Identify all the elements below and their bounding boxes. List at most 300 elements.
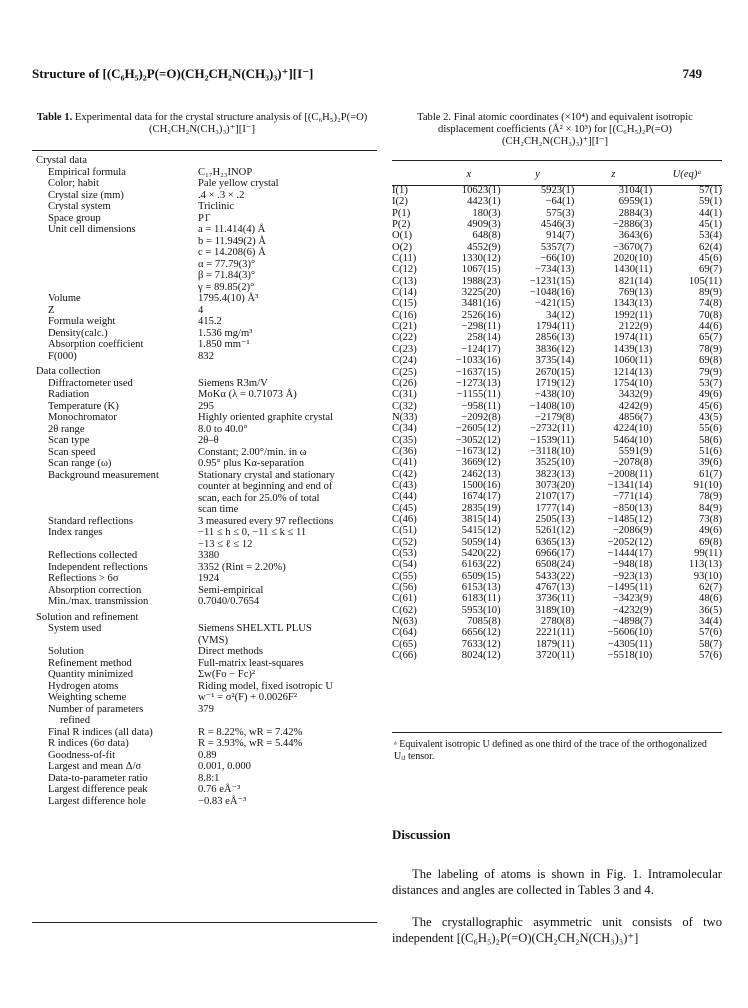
- coord-x: 4552(9): [467, 241, 501, 253]
- table1-value: 832: [198, 350, 214, 362]
- coord-x: −1033(16): [455, 355, 501, 367]
- coord-z: 821(14): [618, 275, 653, 287]
- table2-row: [392, 298, 722, 309]
- atom-label: C(52): [392, 536, 417, 548]
- coord-x: 6656(12): [461, 627, 501, 639]
- coord-z: 2020(10): [613, 253, 653, 265]
- table1-top-rule: [32, 150, 377, 151]
- coord-x: 1674(17): [461, 491, 501, 503]
- table1-value: Siemens R3m/V: [198, 377, 268, 389]
- coord-y: 5357(7): [540, 241, 575, 253]
- table1-key: Largest difference hole: [48, 795, 146, 807]
- coord-y: 3735(14): [535, 355, 575, 367]
- table1-value: 1795.4(10) Å³: [198, 293, 259, 304]
- u-eq: 69(8): [699, 355, 722, 367]
- coord-x: −1637(15): [455, 366, 501, 378]
- atom-label: C(51): [392, 525, 417, 537]
- coord-y: −64(1): [545, 196, 575, 208]
- table1-key: [36, 270, 198, 282]
- table1-section-heading: [36, 366, 381, 378]
- table1-row: [36, 750, 381, 762]
- table1-key: F(000): [48, 350, 77, 362]
- coord-x: 10623(1): [461, 185, 501, 196]
- u-eq: 44(1): [699, 207, 722, 219]
- table1-key: Number of parameters: [48, 703, 144, 715]
- atom-label: C(42): [392, 468, 417, 480]
- table2-header-x: x: [466, 168, 472, 180]
- table1-value: (VMS): [198, 634, 229, 646]
- coord-z: −4305(11): [607, 638, 653, 650]
- u-eq: 70(8): [699, 309, 722, 321]
- table1-row: [36, 435, 381, 447]
- table2-row: [392, 423, 722, 434]
- table2-row: [392, 616, 722, 627]
- coord-z: −2008(11): [607, 468, 653, 480]
- atom-label: C(65): [392, 638, 417, 650]
- table1-key: [36, 539, 198, 551]
- atom-label: C(61): [392, 593, 417, 605]
- table2-row: [392, 469, 722, 480]
- atom-label: N(33): [392, 411, 418, 423]
- u-eq: 105(11): [688, 275, 722, 287]
- u-eq: 34(4): [699, 616, 722, 628]
- table1-key: [36, 635, 198, 647]
- table1-row: [36, 305, 381, 317]
- table1-key: [36, 504, 198, 516]
- table1-row: [36, 504, 381, 516]
- table1-key: Data collection: [36, 366, 101, 377]
- atom-label: C(32): [392, 400, 417, 412]
- table1-value: Full-matrix least-squares: [198, 657, 304, 669]
- table1-bottom-rule: [32, 922, 377, 923]
- table1-key: R indices (6σ data): [48, 738, 129, 749]
- atom-label: C(36): [392, 445, 417, 457]
- table1-key: refined: [60, 715, 90, 726]
- table2-caption: Table 2. Final atomic coordinates (×10⁴) and equivalent isotropic displacement coefficients (Å² × 10³) for [(C₆H₅)₂P(=O)(CH₂CH₂N(CH₃)₃)⁺][I⁻]: [417, 112, 693, 147]
- coord-y: 1879(11): [535, 638, 575, 650]
- coord-y: −1539(11): [529, 434, 575, 446]
- table1-row: [36, 224, 381, 236]
- coord-y: 2856(13): [535, 332, 575, 344]
- coord-z: −2052(12): [607, 536, 653, 548]
- table1-row: [36, 715, 381, 727]
- coord-z: −4898(7): [612, 616, 653, 628]
- table1-value: 0.76 eÅ⁻³: [198, 784, 241, 795]
- atom-label: C(55): [392, 570, 417, 582]
- table1-key: Crystal system: [48, 201, 111, 212]
- atom-label: C(34): [392, 423, 417, 435]
- atom-label: C(66): [392, 650, 417, 662]
- table2-row: [392, 242, 722, 253]
- coord-x: 1067(15): [461, 264, 501, 276]
- table2-row: [392, 548, 722, 559]
- table2-row: [392, 457, 722, 468]
- atom-label: C(64): [392, 627, 417, 639]
- u-eq: 91(10): [693, 479, 722, 491]
- discussion-paragraph-1: The labeling of atoms is shown in Fig. 1. Intramolecular distances and angles are collected in Tables 3 and 4.: [392, 867, 722, 897]
- table1-row: [36, 539, 381, 551]
- atom-label: C(11): [392, 253, 417, 265]
- table1-caption: [32, 112, 372, 136]
- coord-x: −1273(13): [455, 377, 501, 389]
- table1-row: [36, 516, 381, 528]
- coord-z: −850(13): [612, 502, 653, 514]
- table1-value: Pale yellow crystal: [198, 178, 279, 189]
- coord-y: −1231(15): [529, 275, 575, 287]
- coord-x: −2605(12): [455, 423, 501, 435]
- table1-value: [198, 715, 381, 727]
- table1-value: Semi-empirical: [198, 584, 264, 596]
- u-eq: 44(6): [699, 321, 722, 333]
- u-eq: 78(9): [699, 343, 722, 355]
- table1-value: 0.001, 0.000: [198, 761, 251, 772]
- table1-value: 4: [198, 304, 204, 316]
- coord-z: −1485(12): [607, 513, 653, 525]
- atom-label: O(1): [392, 230, 413, 242]
- coord-y: −66(10): [540, 253, 575, 265]
- table1-key: [36, 282, 198, 294]
- table1-value: [198, 612, 381, 624]
- table1-row: [36, 470, 381, 482]
- table1-value: γ = 89.85(2)°: [198, 281, 255, 293]
- atom-label: P(2): [392, 219, 411, 231]
- table2-row: [392, 355, 722, 366]
- table1-key: Standard reflections: [48, 515, 134, 527]
- table1-value: Direct methods: [198, 646, 264, 657]
- table2-row: [392, 559, 722, 570]
- table2-row: [392, 435, 722, 446]
- table1-value: Siemens SHELXTL PLUS: [198, 623, 312, 634]
- coord-y: 2221(11): [535, 627, 575, 639]
- table1-value: 379: [198, 703, 214, 715]
- table1-row: [36, 213, 381, 225]
- u-eq: 53(7): [699, 377, 722, 389]
- table1-value: 3380: [198, 550, 220, 561]
- table2-row: [392, 389, 722, 400]
- table1-row: [36, 596, 381, 608]
- table1-row: [36, 178, 381, 190]
- atom-label: C(31): [392, 389, 417, 401]
- coord-y: 1777(14): [535, 502, 575, 514]
- atom-label: C(56): [392, 582, 417, 594]
- table2-row: [392, 491, 722, 502]
- coord-z: −2086(9): [612, 525, 653, 537]
- u-eq: 57(1): [699, 185, 722, 196]
- coord-x: 3669(12): [461, 457, 501, 469]
- coord-z: −4232(9): [612, 604, 653, 616]
- table2-row: [392, 208, 722, 219]
- table2-row: [392, 571, 722, 582]
- table1-value: 1.850 mm⁻¹: [198, 339, 250, 350]
- table1-row: [36, 796, 381, 808]
- coord-x: 6509(15): [461, 570, 501, 582]
- coord-y: 3836(12): [535, 343, 575, 355]
- atom-label: N(63): [392, 616, 418, 628]
- table1-value: −0.83 eÅ⁻³: [198, 795, 247, 807]
- table2-bottom-rule: [392, 732, 722, 733]
- coord-x: 648(8): [472, 230, 501, 242]
- coord-y: −2732(11): [529, 423, 575, 435]
- table1-row: [36, 550, 381, 562]
- u-eq: 58(6): [699, 434, 722, 446]
- table1-key: [36, 493, 198, 505]
- table1-key: Reflections collected: [48, 550, 138, 561]
- table1-value: Highly oriented graphite crystal: [198, 412, 334, 423]
- coord-z: 2884(3): [618, 207, 653, 219]
- coord-x: 7633(12): [461, 638, 501, 650]
- table1-value: scan, each for 25.0% of total: [198, 492, 320, 504]
- table2-row: [392, 537, 722, 548]
- table2-row: [392, 412, 722, 423]
- coord-z: 1430(11): [613, 264, 653, 276]
- table2-body: [392, 163, 722, 661]
- coord-y: 6365(13): [535, 536, 575, 548]
- table1-row: [36, 424, 381, 436]
- table1-row: [36, 481, 381, 493]
- table1-row: [36, 493, 381, 505]
- table1-row: [36, 447, 381, 459]
- table2-header-z: z: [611, 168, 616, 180]
- table1-row: [36, 259, 381, 271]
- atom-label: C(15): [392, 298, 417, 310]
- coord-x: 258(14): [467, 332, 501, 344]
- table1-key: Largest and mean Δ/σ: [48, 761, 142, 772]
- coord-y: 3736(11): [535, 593, 575, 605]
- atom-label: C(13): [392, 275, 417, 287]
- table1-value: w⁻¹ = σ²(F) + 0.0026F²: [198, 692, 297, 703]
- table2-row: [392, 310, 722, 321]
- table1-value: 1.536 mg/m³: [198, 327, 253, 339]
- table1-value: 8.8:1: [198, 772, 220, 784]
- table1-key: Space group: [48, 212, 101, 224]
- table1-value: 415.2: [198, 316, 222, 327]
- table1-row: [36, 201, 381, 213]
- u-eq: 49(6): [699, 389, 722, 401]
- coord-z: 1214(13): [613, 366, 653, 378]
- table1-value: [198, 366, 381, 378]
- coord-x: 3815(14): [461, 513, 501, 525]
- table2-row: [392, 378, 722, 389]
- table1-value: 0.95° plus Kα-separation: [198, 458, 304, 469]
- table2-row: [392, 627, 722, 638]
- table2-header-y: y: [535, 168, 540, 180]
- table1-value: −13 ≤ ℓ ≤ 12: [198, 538, 253, 550]
- table2-row: [392, 480, 722, 491]
- coord-z: 6959(1): [618, 196, 653, 208]
- atom-label: C(24): [392, 355, 417, 367]
- table1-row: [36, 573, 381, 585]
- table1-key: Scan type: [48, 435, 90, 446]
- table1-key: Monochromator: [48, 412, 117, 423]
- u-eq: 113(13): [688, 559, 722, 571]
- coord-x: 7085(8): [467, 616, 501, 628]
- atom-label: C(41): [392, 457, 417, 469]
- table1-row: [36, 784, 381, 796]
- table1-row: [36, 389, 381, 401]
- coord-y: 3720(11): [535, 650, 575, 662]
- table2-row: [392, 582, 722, 593]
- u-eq: 39(6): [699, 457, 722, 469]
- coord-z: −948(18): [612, 559, 653, 571]
- table2-footnote: ᵃ Equivalent isotropic U defined as one third of the trace of the orthogonalized Uᵢⱼ tensor.: [394, 739, 707, 762]
- table1-value: a = 11.414(4) Å: [198, 224, 266, 235]
- table1-key: Volume: [48, 293, 81, 304]
- table1-value: .4 × .3 × .2: [198, 189, 245, 201]
- table1-row: [36, 351, 381, 363]
- u-eq: 69(7): [699, 264, 722, 276]
- coord-y: 2107(17): [535, 491, 575, 503]
- table1-row: [36, 738, 381, 750]
- table1-value: Σw(Fo − Fc)²: [198, 669, 256, 680]
- table2-row: [392, 593, 722, 604]
- atom-label: C(53): [392, 548, 417, 559]
- table1-key: [36, 481, 198, 493]
- coord-z: 1992(11): [613, 309, 653, 321]
- table1-value: scan time: [198, 504, 239, 515]
- table1-row: [36, 669, 381, 681]
- table1-key: Data-to-parameter ratio: [48, 772, 148, 784]
- coord-x: 5059(14): [461, 536, 501, 548]
- table1-key: Independent reflections: [48, 561, 148, 573]
- coord-z: 4242(9): [618, 400, 653, 412]
- table2-row: [392, 344, 722, 355]
- table1-row: [36, 412, 381, 424]
- coord-z: 5591(9): [618, 445, 653, 457]
- coord-z: −5518(10): [607, 650, 653, 662]
- table2-row: [392, 287, 722, 298]
- table1-caption-label: Table 1.: [36, 112, 73, 123]
- coord-z: 2122(9): [618, 321, 653, 333]
- table1-key: Empirical formula: [48, 166, 126, 178]
- table2-row: [392, 503, 722, 514]
- coord-y: 3525(10): [535, 457, 575, 469]
- coord-z: 1754(10): [613, 377, 653, 389]
- coord-y: 3073(20): [535, 479, 575, 491]
- table1-key: Solution and refinement: [36, 611, 139, 623]
- coord-y: 6966(17): [535, 548, 575, 559]
- atom-label: C(25): [392, 366, 417, 378]
- coord-x: 4909(3): [467, 219, 501, 231]
- table2-row: [392, 230, 722, 241]
- table1-key: Diffractometer used: [48, 377, 133, 389]
- table1-row: [36, 527, 381, 539]
- u-eq: 53(4): [699, 230, 722, 242]
- table1-value: 3 measured every 97 reflections: [198, 515, 334, 527]
- coord-x: 2526(16): [461, 309, 501, 321]
- table1-key: Largest difference peak: [48, 784, 148, 795]
- table1-key: 2θ range: [48, 423, 85, 435]
- u-eq: 45(1): [699, 219, 722, 231]
- u-eq: 51(6): [699, 445, 722, 457]
- table1-row: [36, 270, 381, 282]
- coord-y: −1048(16): [529, 287, 575, 299]
- coord-x: 2835(19): [461, 502, 501, 514]
- coord-z: −3670(7): [612, 241, 653, 253]
- table2-row: [392, 525, 722, 536]
- table1-row: [36, 190, 381, 202]
- u-eq: 36(5): [699, 604, 722, 616]
- coord-z: −5606(10): [607, 627, 653, 639]
- coord-y: 6508(24): [535, 559, 575, 571]
- coord-y: 3189(10): [535, 604, 575, 616]
- coord-z: −1341(14): [607, 479, 653, 491]
- table1-key: Scan speed: [48, 446, 96, 458]
- table2-row: [392, 276, 722, 287]
- atom-label: I(1): [392, 185, 408, 196]
- table1-key: Solution: [48, 646, 84, 657]
- atom-label: C(45): [392, 502, 417, 514]
- table1-key: Formula weight: [48, 316, 116, 327]
- table1-key: Index ranges: [48, 527, 103, 538]
- table1-value: Stationary crystal and stationary: [198, 469, 335, 481]
- u-eq: 58(7): [699, 638, 722, 650]
- table2-row: [392, 332, 722, 343]
- table1-key: Reflections > 6σ: [48, 573, 119, 584]
- table2-row: [392, 219, 722, 230]
- coord-x: 8024(12): [461, 650, 501, 662]
- table1-value: [198, 155, 381, 167]
- coord-z: 1974(11): [613, 332, 653, 344]
- table1-section-heading: [36, 155, 381, 167]
- table1-key: Temperature (K): [48, 400, 119, 412]
- table1-value: 8.0 to 40.0°: [198, 423, 248, 435]
- coord-y: 2505(13): [535, 513, 575, 525]
- running-header-title: Structure of [(C₆H₅)₂P(=O)(CH₂CH₂N(CH₃)₃)⁺][I⁻]: [32, 66, 314, 81]
- u-eq: 45(6): [699, 400, 722, 412]
- table1-key: Quantity minimized: [48, 669, 134, 680]
- atom-label: I(2): [392, 196, 408, 208]
- table1-value: β = 71.84(3)°: [198, 270, 256, 281]
- coord-x: 3225(20): [461, 287, 501, 299]
- coord-y: 2780(8): [540, 616, 575, 628]
- u-eq: 57(6): [699, 627, 722, 639]
- table1-row: [36, 692, 381, 704]
- table1-value: 0.89: [198, 749, 217, 761]
- table2-header-atom: [392, 163, 437, 185]
- table2-row: [392, 605, 722, 616]
- coord-z: −923(13): [612, 570, 653, 582]
- table1-value: α = 77.79(3)°: [198, 258, 256, 270]
- coord-x: −298(11): [461, 321, 501, 333]
- coord-x: 1330(12): [461, 253, 501, 265]
- table1-key: Absorption correction: [48, 584, 142, 596]
- coord-y: 34(12): [546, 309, 575, 321]
- table2-header-rule: [392, 185, 722, 186]
- table1-key: Crystal size (mm): [48, 189, 124, 201]
- coord-z: −1444(17): [607, 548, 653, 559]
- table1-value: 295: [198, 400, 214, 412]
- u-eq: 62(7): [699, 582, 722, 594]
- atom-label: C(35): [392, 434, 417, 446]
- u-eq: 74(8): [699, 298, 722, 310]
- coord-x: 1500(16): [461, 479, 501, 491]
- table1-row: [36, 623, 381, 635]
- u-eq: 55(6): [699, 423, 722, 435]
- table1-row: [36, 681, 381, 693]
- coord-z: −3423(9): [612, 593, 653, 605]
- u-eq: 45(6): [699, 253, 722, 265]
- coord-y: 5261(12): [535, 525, 575, 537]
- atom-label: P(1): [392, 207, 411, 219]
- table1-row: [36, 562, 381, 574]
- table1-row: [36, 316, 381, 328]
- u-eq: 93(10): [693, 570, 722, 582]
- table1-row: [36, 282, 381, 294]
- coord-x: 5953(10): [461, 604, 501, 616]
- table1-row: [36, 727, 381, 739]
- coord-y: −438(10): [534, 389, 575, 401]
- table1-key: Min./max. transmission: [48, 596, 149, 607]
